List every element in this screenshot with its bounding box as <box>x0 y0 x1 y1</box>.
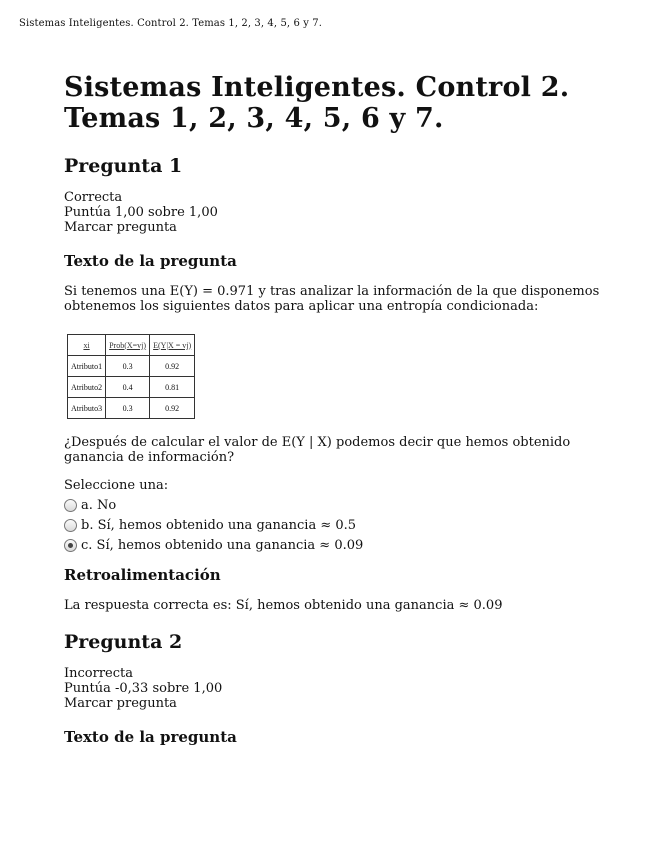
answer-options <box>64 495 624 555</box>
question-1-prompt: ¿Después de calcular el valor de E(Y | X) podemos decir que hemos obtenido ganancia de información? <box>64 435 571 465</box>
question-2 <box>64 630 624 747</box>
table-header-cell: E(Y|X = vj) <box>150 335 195 356</box>
question-2-info <box>64 666 624 711</box>
running-header: Sistemas Inteligentes. Control 2. Temas 1, 2, 3, 4, 5, 6 y 7. <box>19 18 322 29</box>
option-c-label: c. Sí, hemos obtenido una ganancia ≈ 0.09 <box>81 537 364 553</box>
question-1-info <box>64 190 624 235</box>
question-1-score: Puntúa 1,00 sobre 1,00 <box>64 205 218 220</box>
option-b-label: b. Sí, hemos obtenido una ganancia ≈ 0.5 <box>81 517 357 533</box>
feedback-heading: Retroalimentación <box>64 566 221 584</box>
question-1-text-heading: Texto de la pregunta <box>64 252 237 270</box>
question-2-flag-link[interactable]: Marcar pregunta <box>64 696 177 711</box>
radio-option-b[interactable] <box>64 519 77 532</box>
table-cell: Atributo1 <box>68 356 106 377</box>
question-2-title: Pregunta 2 <box>64 631 183 653</box>
question-1-text: Si tenemos una E(Y) = 0.971 y tras analizar la información de la que disponemos obtenemos los siguientes datos para aplicar una entropía condicionada: <box>64 284 600 314</box>
table-header-cell: xi <box>68 335 106 356</box>
question-2-score: Puntúa -0,33 sobre 1,00 <box>64 681 223 696</box>
radio-option-c[interactable] <box>64 539 77 552</box>
option-a-label: a. No <box>81 497 117 513</box>
table-cell: 0.81 <box>150 377 195 398</box>
question-1 <box>64 154 624 613</box>
table-header-row <box>68 335 195 356</box>
option-b[interactable] <box>64 515 624 535</box>
select-label: Seleccione una: <box>64 478 169 493</box>
page-title: Sistemas Inteligentes. Control 2. Temas 1, 2, 3, 4, 5, 6 y 7. <box>64 72 570 134</box>
radio-option-a[interactable] <box>64 499 77 512</box>
option-c[interactable] <box>64 535 624 555</box>
page-content <box>64 72 624 747</box>
question-1-status: Correcta <box>64 190 123 205</box>
table-row <box>68 377 195 398</box>
table-cell: 0.92 <box>150 356 195 377</box>
table-cell: 0.3 <box>106 398 150 419</box>
table-cell: 0.4 <box>106 377 150 398</box>
question-2-status: Incorrecta <box>64 666 133 681</box>
table-cell: Atributo3 <box>68 398 106 419</box>
option-a[interactable] <box>64 495 624 515</box>
question-1-title: Pregunta 1 <box>64 155 183 177</box>
entropy-table <box>67 334 195 419</box>
table-header-cell: Prob(X=vj) <box>106 335 150 356</box>
question-1-flag-link[interactable]: Marcar pregunta <box>64 220 177 235</box>
feedback-text: La respuesta correcta es: Sí, hemos obtenido una ganancia ≈ 0.09 <box>64 598 503 613</box>
question-2-text-heading: Texto de la pregunta <box>64 728 237 746</box>
table-cell: 0.92 <box>150 398 195 419</box>
table-cell: Atributo2 <box>68 377 106 398</box>
table-cell: 0.3 <box>106 356 150 377</box>
table-row <box>68 356 195 377</box>
table-row <box>68 398 195 419</box>
